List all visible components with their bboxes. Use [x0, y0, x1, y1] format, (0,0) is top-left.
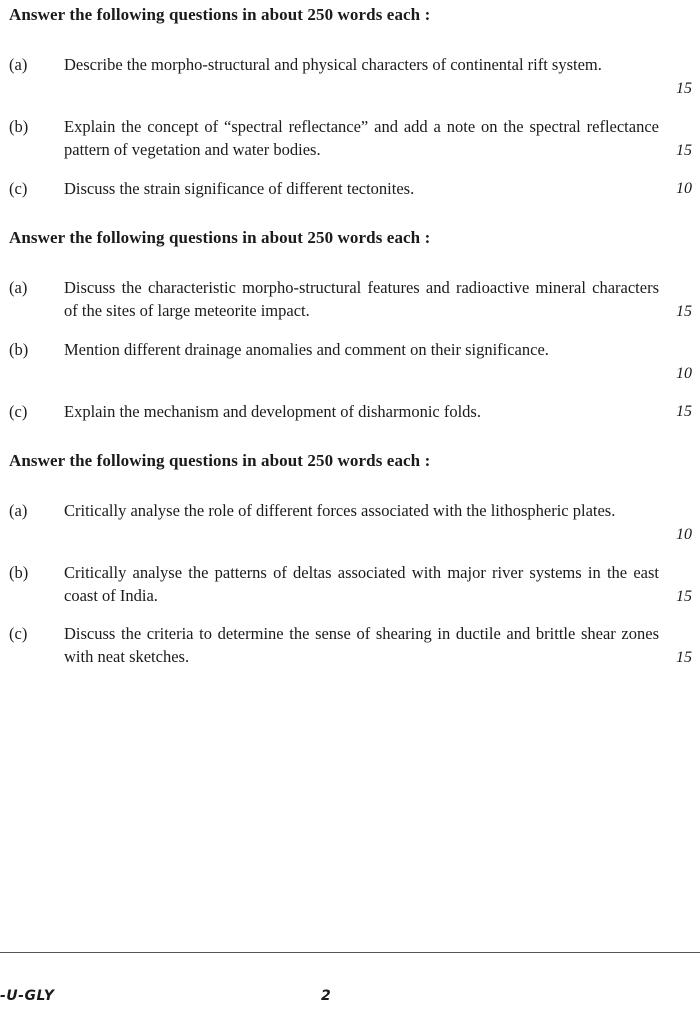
question-label: (a): [9, 55, 28, 74]
question-item: [0, 177, 700, 201]
question-label: (c): [9, 402, 28, 421]
question-item: [0, 338, 700, 386]
question-marks: 15: [676, 80, 692, 97]
question-text: Describe the morpho-structural and physical characters of continental rift system.: [64, 55, 602, 74]
question-item: [0, 622, 700, 670]
question-item: [0, 115, 700, 163]
question-text: Explain the mechanism and development of disharmonic folds.: [64, 402, 481, 421]
question-label: (c): [9, 624, 28, 643]
question-item: [0, 561, 700, 609]
question-text: Critically analyse the role of different forces associated with the lithospheric plates.: [64, 501, 616, 520]
question-label: (b): [9, 117, 29, 136]
section-heading: Answer the following questions in about 250 words each :: [9, 5, 431, 24]
question-marks: 10: [676, 365, 692, 382]
question-label: (b): [9, 340, 29, 359]
question-text: Explain the concept of “spectral reflectance” and add a note on the spectral reflectance pattern of vegetation and water bodies.: [64, 117, 659, 159]
question-item: [0, 276, 700, 324]
question-marks: 10: [676, 180, 692, 197]
question-text: Critically analyse the patterns of deltas associated with major river systems in the east coast of India.: [64, 563, 659, 605]
question-text: Discuss the characteristic morpho-structural features and radioactive mineral characters of the sites of large meteorite impact.: [64, 278, 659, 320]
footer-divider: [0, 952, 700, 953]
section-heading: Answer the following questions in about 250 words each :: [9, 451, 431, 470]
page-number: 2: [321, 988, 331, 1004]
question-item: [0, 53, 700, 101]
question-marks: 15: [676, 142, 692, 159]
question-label: (c): [9, 179, 28, 198]
question-label: (a): [9, 501, 28, 520]
section-heading: Answer the following questions in about 250 words each :: [9, 228, 431, 247]
question-marks: 15: [676, 649, 692, 666]
question-text: Discuss the criteria to determine the sense of shearing in ductile and brittle shear zones with neat sketches.: [64, 624, 659, 666]
question-item: [0, 499, 700, 547]
question-label: (b): [9, 563, 29, 582]
question-item: [0, 400, 700, 424]
paper-code: -U-GLY: [0, 988, 55, 1004]
question-text: Mention different drainage anomalies and comment on their significance.: [64, 340, 549, 359]
question-marks: 15: [676, 403, 692, 420]
question-marks: 15: [676, 303, 692, 320]
question-marks: 10: [676, 526, 692, 543]
question-label: (a): [9, 278, 28, 297]
question-marks: 15: [676, 588, 692, 605]
question-text: Discuss the strain significance of different tectonites.: [64, 179, 415, 198]
